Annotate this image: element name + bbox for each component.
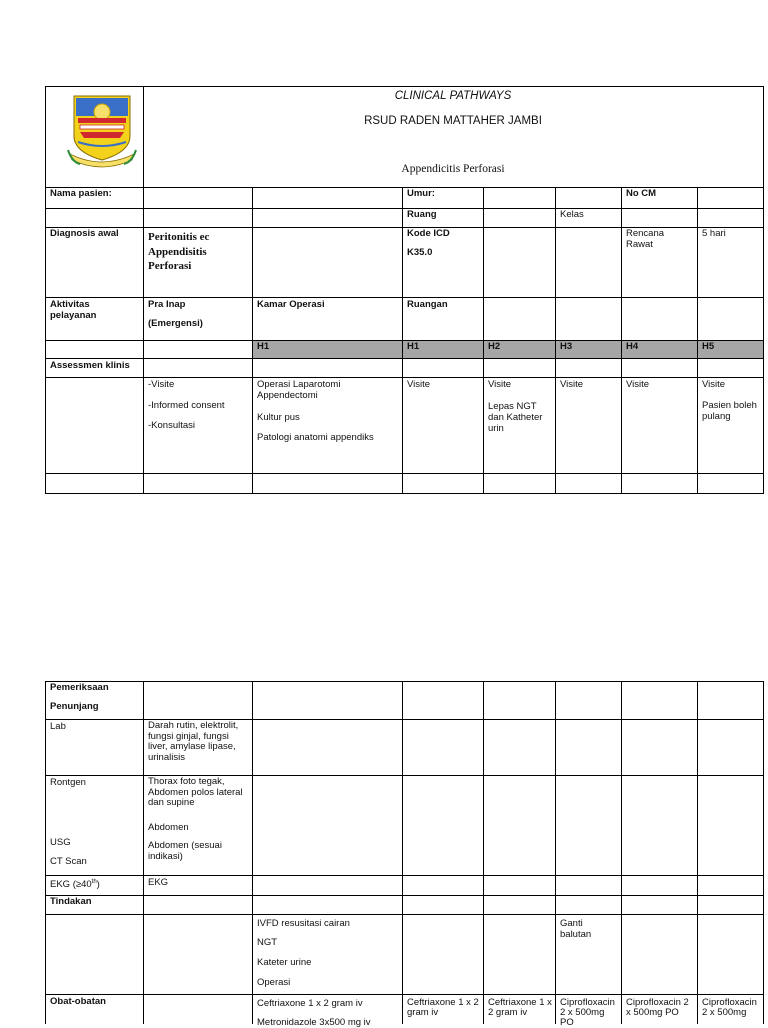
h5-pasien-pulang: Pasien boleh pulang — [702, 400, 757, 422]
label-ct-scan: CT Scan — [50, 856, 87, 867]
day-h3: H3 — [560, 341, 573, 352]
pra-inap-konsultasi: -Konsultasi — [148, 420, 195, 431]
ct-value: Abdomen (sesuai indikasi) — [148, 840, 222, 862]
ekg-value: EKG — [148, 877, 169, 888]
day-h5: H5 — [702, 341, 715, 352]
pra-inap-informed-consent: -Informed consent — [148, 400, 225, 411]
label-tindakan: Tindakan — [50, 896, 92, 907]
pra-inap-visite: -Visite — [148, 379, 175, 390]
tindakan-ivfd: IVFD resusitasi cairan — [257, 918, 350, 929]
usg-value: Abdomen — [148, 822, 189, 833]
diagnosis-title: Appendicitis Perforasi — [401, 163, 505, 175]
kode-icd-value: K35.0 — [407, 247, 433, 258]
label-ekg: EKG (≥40th) — [50, 879, 100, 891]
label-diagnosis-awal: Diagnosis awal — [50, 228, 119, 239]
h1-visite: Visite — [407, 379, 431, 390]
hospital-name: RSUD RADEN MATTAHER JAMBI — [364, 115, 542, 127]
label-usg: USG — [50, 837, 71, 848]
label-lab: Lab — [50, 721, 66, 732]
h2-lepas-ngt: Lepas NGT dan Katheter urin — [488, 401, 543, 434]
h4-visite: Visite — [626, 379, 650, 390]
label-kelas: Kelas — [560, 209, 584, 220]
day-h1-operasi: H1 — [257, 341, 270, 352]
rencana-rawat-value: 5 hari — [702, 228, 726, 239]
operasi-kultur-pus: Kultur pus — [257, 412, 300, 423]
day-h1: H1 — [407, 341, 420, 352]
obat-ceftriaxone: Ceftriaxone 1 x 2 gram iv — [257, 998, 363, 1009]
label-obat-obatan: Obat-obatan — [50, 996, 106, 1007]
label-penunjang: Penunjang — [50, 701, 99, 712]
rontgen-value: Thorax foto tegak, Abdomen polos lateral dan supine — [148, 776, 243, 808]
operasi-patologi: Patologi anatomi appendiks — [257, 432, 374, 443]
lab-value: Darah rutin, elektrolit, fungsi ginjal, fungsi liver, amylase lipase, urinalisis — [148, 720, 239, 763]
label-nama-pasien: Nama pasien: — [50, 188, 112, 199]
label-aktivitas: Aktivitas pelayanan — [50, 299, 97, 321]
h3-ganti-balutan: Ganti balutan — [560, 918, 592, 940]
diagnosis-value: Peritonitis ec Appendisitis Perforasi — [148, 231, 210, 272]
label-ruangan: Ruangan — [407, 299, 448, 310]
label-kode-icd: Kode ICD — [407, 228, 450, 239]
label-rontgen: Rontgen — [50, 777, 86, 788]
label-assessmen-klinis: Assessmen klinis — [50, 360, 130, 371]
obat-h1: Ceftriaxone 1 x 2 gram iv — [407, 997, 479, 1018]
label-rencana-rawat: Rencana Rawat — [626, 228, 665, 250]
tindakan-kateter: Kateter urine — [257, 957, 312, 968]
label-emergensi: (Emergensi) — [148, 318, 203, 329]
obat-h5: Ciprofloxacin 2 x 500mg — [702, 997, 757, 1018]
label-ruang: Ruang — [407, 209, 437, 220]
day-h2: H2 — [488, 341, 501, 352]
label-no-cm: No CM — [626, 188, 657, 199]
label-pemeriksaan: Pemeriksaan — [50, 682, 109, 693]
label-umur: Umur: — [407, 188, 435, 199]
jambi-logo — [62, 92, 142, 174]
h2-visite: Visite — [488, 379, 512, 390]
operasi-laparotomi: Operasi Laparotomi Appendectomi — [257, 379, 341, 401]
obat-h3: Ciprofloxacin 2 x 500mg PO — [560, 997, 615, 1028]
obat-h4: Ciprofloxacin 2 x 500mg PO — [626, 997, 689, 1018]
label-pra-inap: Pra Inap — [148, 299, 186, 310]
day-h4: H4 — [626, 341, 639, 352]
tindakan-ngt: NGT — [257, 937, 278, 948]
h3-visite: Visite — [560, 379, 584, 390]
obat-h2: Ceftriaxone 1 x 2 gram iv — [488, 997, 552, 1018]
obat-metronidazole: Metronidazole 3x500 mg iv — [257, 1017, 371, 1028]
label-kamar-operasi: Kamar Operasi — [257, 299, 325, 310]
h5-visite: Visite — [702, 379, 726, 390]
page-title: CLINICAL PATHWAYS — [394, 90, 512, 102]
tindakan-operasi: Operasi — [257, 977, 291, 988]
